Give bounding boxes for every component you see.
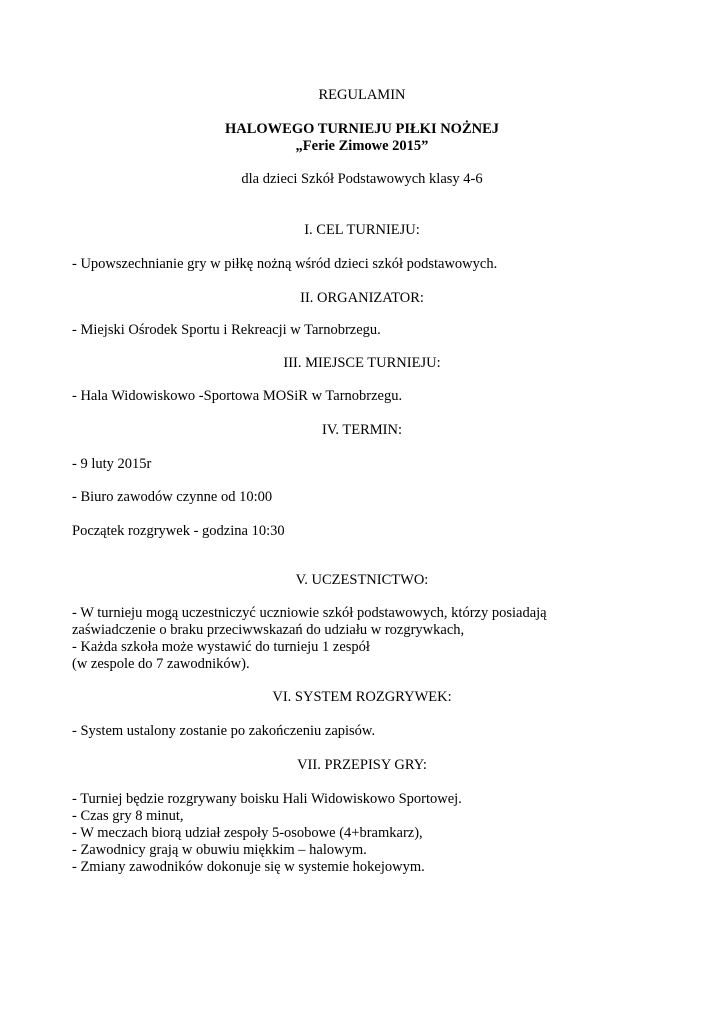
section-heading-miejsce: III. MIEJSCE TURNIEJU: bbox=[283, 355, 441, 371]
uczestnictwo-line-4: (w zespole do 7 zawodników). bbox=[72, 656, 250, 672]
przepisy-line-5: - Zmiany zawodników dokonuje się w systemie hokejowym. bbox=[72, 859, 425, 875]
miejsce-line-1: - Hala Widowiskowo -Sportowa MOSiR w Tarnobrzegu. bbox=[72, 388, 403, 404]
uczestnictwo-line-1: - W turnieju mogą uczestniczyć uczniowie szkół podstawowych, którzy posiadają bbox=[72, 605, 547, 621]
uczestnictwo-line-3: - Każda szkoła może wystawić do turnieju 1 zespół bbox=[72, 639, 370, 655]
przepisy-line-1: - Turniej będzie rozgrywany boisku Hali Widowiskowo Sportowej. bbox=[72, 791, 462, 807]
tournament-edition: „Ferie Zimowe 2015” bbox=[295, 138, 429, 154]
termin-line-1: - 9 luty 2015r bbox=[72, 456, 152, 472]
section-heading-uczestnictwo: V. UCZESTNICTWO: bbox=[295, 572, 429, 588]
termin-line-3: Początek rozgrywek - godzina 10:30 bbox=[72, 523, 285, 539]
tournament-name: HALOWEGO TURNIEJU PIŁKI NOŻNEJ bbox=[224, 121, 500, 137]
section-heading-termin: IV. TERMIN: bbox=[321, 422, 403, 438]
section-heading-organizator: II. ORGANIZATOR: bbox=[300, 290, 424, 306]
uczestnictwo-line-2: zaświadczenie o braku przeciwwskazań do udziału w rozgrywkach, bbox=[72, 622, 465, 638]
cel-line-1: - Upowszechnianie gry w piłkę nożną wśród dzieci szkół podstawowych. bbox=[72, 256, 498, 272]
section-heading-cel: I. CEL TURNIEJU: bbox=[304, 222, 420, 238]
section-heading-system: VI. SYSTEM ROZGRYWEK: bbox=[272, 689, 452, 705]
audience-line: dla dzieci Szkół Podstawowych klasy 4-6 bbox=[241, 171, 483, 187]
termin-line-2: - Biuro zawodów czynne od 10:00 bbox=[72, 489, 273, 505]
organizator-line-1: - Miejski Ośrodek Sportu i Rekreacji w Tarnobrzegu. bbox=[72, 322, 381, 338]
przepisy-line-4: - Zawodnicy grają w obuwiu miękkim – halowym. bbox=[72, 842, 367, 858]
przepisy-line-3: - W meczach biorą udział zespoły 5-osobowe (4+bramkarz), bbox=[72, 825, 423, 841]
section-heading-przepisy: VII. PRZEPISY GRY: bbox=[297, 757, 427, 773]
przepisy-line-2: - Czas gry 8 minut, bbox=[72, 808, 184, 824]
system-line-1: - System ustalony zostanie po zakończeniu zapisów. bbox=[72, 723, 376, 739]
document-title: REGULAMIN bbox=[318, 87, 406, 103]
